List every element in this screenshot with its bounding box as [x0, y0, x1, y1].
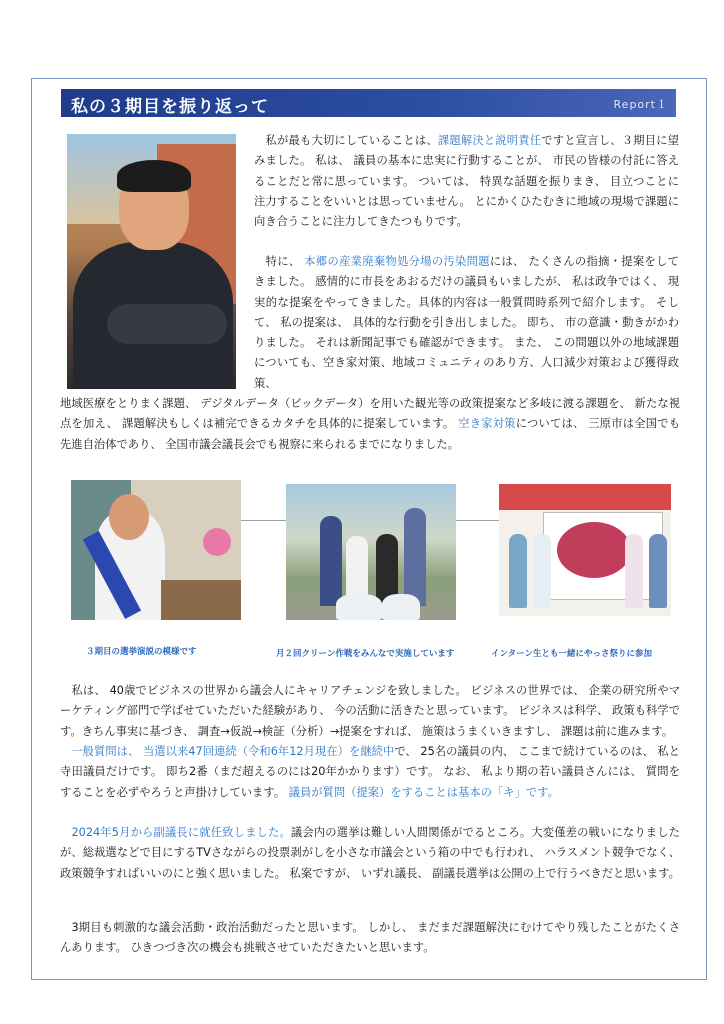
keyword-basics: 議員が質問（提案）をすることは基本の「キ」です。 [288, 785, 559, 799]
closing-paragraph: 3期目も刺激的な議会活動・政治活動だったと思います。 しかし、 まだまだ課題解決にむけてやり残したことがたくさんあります。 ひきつづき次の機会も挑戦させていただきたいと思います。 [60, 921, 680, 955]
keyword-general-questions: 一般質問は、 当選以来47回連続（令和6年12月現在）を継続中 [60, 745, 395, 758]
page-title: 私の３期目を振り返って [71, 97, 269, 117]
photo-connector [240, 520, 286, 521]
keyword-vacant-houses: 空き家対策 [458, 417, 516, 431]
career-paragraph: 私は、 40歳でビジネスの世界から議会人にキャリアチェンジを致しました。 ビジネスの世界では、 企業の研究所やマーケティング部門で学ばせていただいた経験があり、 今の活動に活きたと思っています。 ビジネスは科学、 政策も科学です。きちん事実に基づき、 調査→仮説→検証（分析）→提案をすれば、 施策はうまくいきますし、 課題は前に進みます。 [60, 684, 680, 738]
speech-photo [71, 480, 241, 620]
portrait-photo [67, 134, 236, 389]
proposals-paragraph: 地域医療をとりまく課題、 デジタルデータ（ビックデータ）を用いた観光等の政策提案など多岐に渡る課題を、 新たな視点を加え、 課題解決もしくは補完できるカタチを具体的に提案しています。 空き家対策については、 三原市は全国でも先進自治体であり、 全国市議会議長会でも視察に来られるまでになりました。 [60, 397, 680, 451]
intro-paragraph: 私が最も大切にしていることは、課題解決と説明責任ですと宣言し、３期目に望みました。 私は、 議員の基本に忠実に行動することが、 市民の皆様の付託に答えることだと常に思っています。 ついては、 特異な話題を振りまき、 目立つことに注力することをいいとは思っていません。 とにかくひたむきに地域の現場で課題に向き合うことに注力してきたつもりです。 [254, 134, 679, 229]
photo-connector [456, 520, 499, 521]
keyword-pollution: 本郷の産業廃棄物処分場の汚染問題 [304, 255, 490, 268]
keyword-vice-chair: 2024年5月から副議長に就任致しました。 [60, 826, 291, 839]
caption-speech: ３期目の選挙演説の模様です [86, 647, 197, 657]
pollution-paragraph: 特に、 本郷の産業廃棄物処分場の汚染問題には、 たくさんの指摘・提案をしてきました。 感情的に市長をあおるだけの議員もいましたが、 私は政争ではく、 現実的な提案をやってきました。具体的内容は一般質問時系列で紹介します。 そして、 私の提案は、 具体的な行動を引き出しました。 即ち、 市の意識・動きがかわりました。 それは新聞記事でも確認ができます。 また、 この問題以外の地域課題についても、空き家対策、地域コミュニティのあり方、人口減少対策および獲得政策、 [254, 255, 679, 390]
caption-festival: インターン生とも一緒にやっさ祭りに参加 [491, 649, 652, 659]
keyword-accountability: 課題解決と説明責任 [437, 134, 542, 147]
questions-paragraph: 一般質問は、 当選以来47回連続（令和6年12月現在）を継続中で、 25名の議員の内、 ここまで続けているのは、 私と寺田議員だけです。 即ち2番（まだ超えるのには20年かかります）です。 なお、 私より期の若い議員さんには、 質問をすることを必ずやろうと声掛けしています。 議員が質問（提案）をすることは基本の「キ」です。 [60, 745, 681, 799]
vice-chair-paragraph: 2024年5月から副議長に就任致しました。議会内の選挙は難しい人間関係がでるところ。大変僅差の戦いになりましたが、総裁選などで目にするTVさながらの投票剥がしを小さな市議会という箱の中でも行われ、 ハラスメント競争でなく、 政策競争すればいいのにと強く思いました。 私案ですが、 いずれ議長、 副議長選挙は公開の上で行うべきだと思います。 [60, 826, 680, 880]
caption-cleanup: 月２回クリーン作戦をみんなで実施しています [276, 649, 455, 659]
cleanup-photo [286, 484, 456, 620]
festival-photo [499, 484, 671, 616]
section-title-bar [61, 89, 676, 117]
report-label: Report１ [613, 98, 668, 111]
